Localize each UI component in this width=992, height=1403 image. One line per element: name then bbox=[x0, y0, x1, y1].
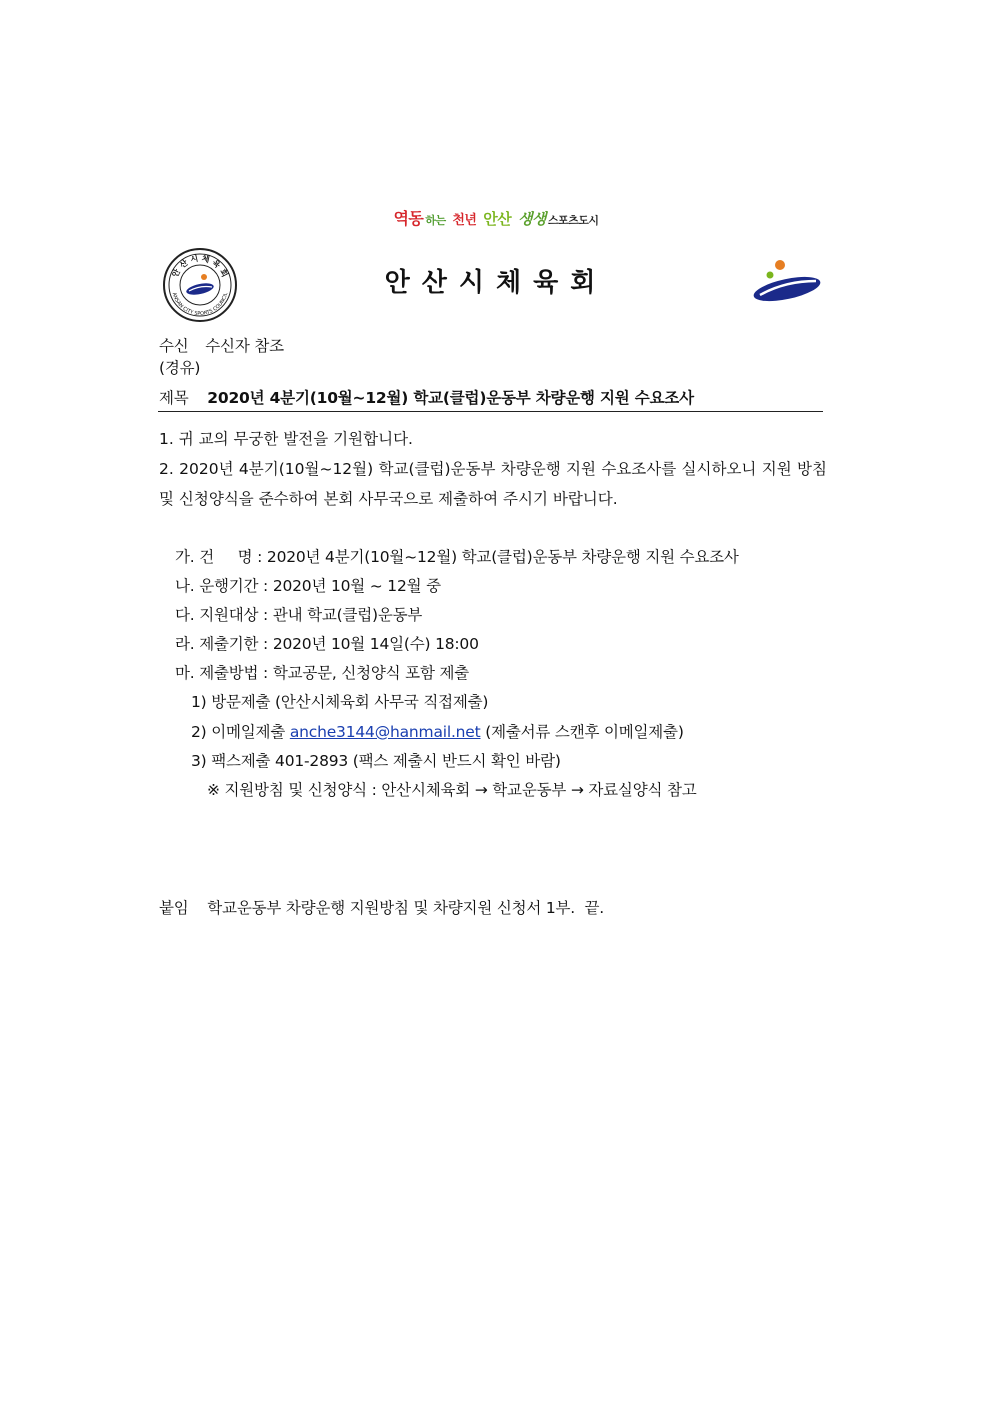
method-email-prefix: 2) 이메일제출 bbox=[191, 723, 286, 741]
recipient-value: 수신자 참조 bbox=[205, 337, 284, 355]
item-value: 관내 학교(클럽)운동부 bbox=[272, 606, 423, 624]
slogan-part: 역동 bbox=[393, 209, 424, 228]
via-line: (경유) bbox=[159, 359, 201, 377]
seal-top-text: 안 산 시 체 육 회 bbox=[170, 253, 230, 279]
slogan-part: 하는 bbox=[425, 214, 446, 227]
item-row bbox=[175, 574, 441, 596]
item-row bbox=[175, 632, 479, 654]
body-paragraph-1: 1. 귀 교의 무궁한 발전을 기원합니다. bbox=[159, 430, 413, 448]
subject-label: 제목 bbox=[159, 389, 189, 407]
item-label: 라. 제출기한 : bbox=[175, 635, 269, 653]
recipient-label: 수신 bbox=[159, 337, 189, 355]
item-value: 2020년 4분기(10월~12월) 학교(클럽)운동부 차량운행 지원 수요조사 bbox=[266, 548, 739, 566]
body-paragraph-2: 2. 2020년 4분기(10월~12월) 학교(클럽)운동부 차량운행 지원 수요조사를 실시하오니 지원 방침 및 신청양식을 준수하여 본회 사무국으로 제출하여 주시기 바랍니다. bbox=[159, 460, 827, 508]
item-label: 가. 건 명 : bbox=[175, 548, 263, 566]
item-label: 다. 지원대상 : bbox=[175, 606, 269, 624]
council-emblem-logo bbox=[750, 255, 824, 307]
attachment-line bbox=[159, 896, 604, 918]
method-email-suffix: (제출서류 스캔후 이메일제출) bbox=[485, 723, 684, 741]
org-title: 안산시체육회 bbox=[384, 268, 608, 298]
subject-line bbox=[159, 386, 694, 408]
item-label: 나. 운행기간 : bbox=[175, 577, 269, 595]
item-value: 2020년 10월 ~ 12월 중 bbox=[272, 577, 441, 595]
email-link[interactable]: anche3144@hanmail.net bbox=[289, 723, 481, 741]
item-row bbox=[175, 545, 739, 567]
recipient-line bbox=[159, 334, 284, 356]
slogan bbox=[0, 206, 992, 229]
slogan-part: 스포츠도시 bbox=[547, 214, 599, 227]
method-fax: 3) 팩스제출 401-2893 (팩스 제출시 반드시 확인 바람) bbox=[191, 752, 561, 770]
item-row bbox=[175, 661, 469, 683]
slogan-part: 천년 bbox=[452, 213, 477, 228]
item-value: 2020년 10월 14일(수) 18:00 bbox=[272, 635, 479, 653]
method-email bbox=[191, 720, 684, 742]
method-visit: 1) 방문제출 (안산시체육회 사무국 직접제출) bbox=[191, 693, 489, 711]
slogan-part: 생생 bbox=[517, 210, 546, 228]
slogan-part: 안산 bbox=[483, 210, 512, 228]
item-label: 마. 제출방법 : bbox=[175, 664, 269, 682]
method-note: ※ 지원방침 및 신청양식 : 안산시체육회 → 학교운동부 → 자료실양식 참고 bbox=[207, 781, 697, 799]
item-value: 학교공문, 신청양식 포함 제출 bbox=[272, 664, 469, 682]
attachment-value: 학교운동부 차량운행 지원방침 및 차량지원 신청서 1부. 끝. bbox=[207, 899, 604, 917]
subject-divider bbox=[158, 411, 823, 412]
seal-bottom-text: ANSAN CITY SPORTS COUNCIL bbox=[170, 291, 230, 318]
subject-value: 2020년 4분기(10월~12월) 학교(클럽)운동부 차량운행 지원 수요조사 bbox=[207, 389, 694, 407]
item-row bbox=[175, 603, 422, 625]
attachment-label: 붙임 bbox=[159, 899, 189, 917]
